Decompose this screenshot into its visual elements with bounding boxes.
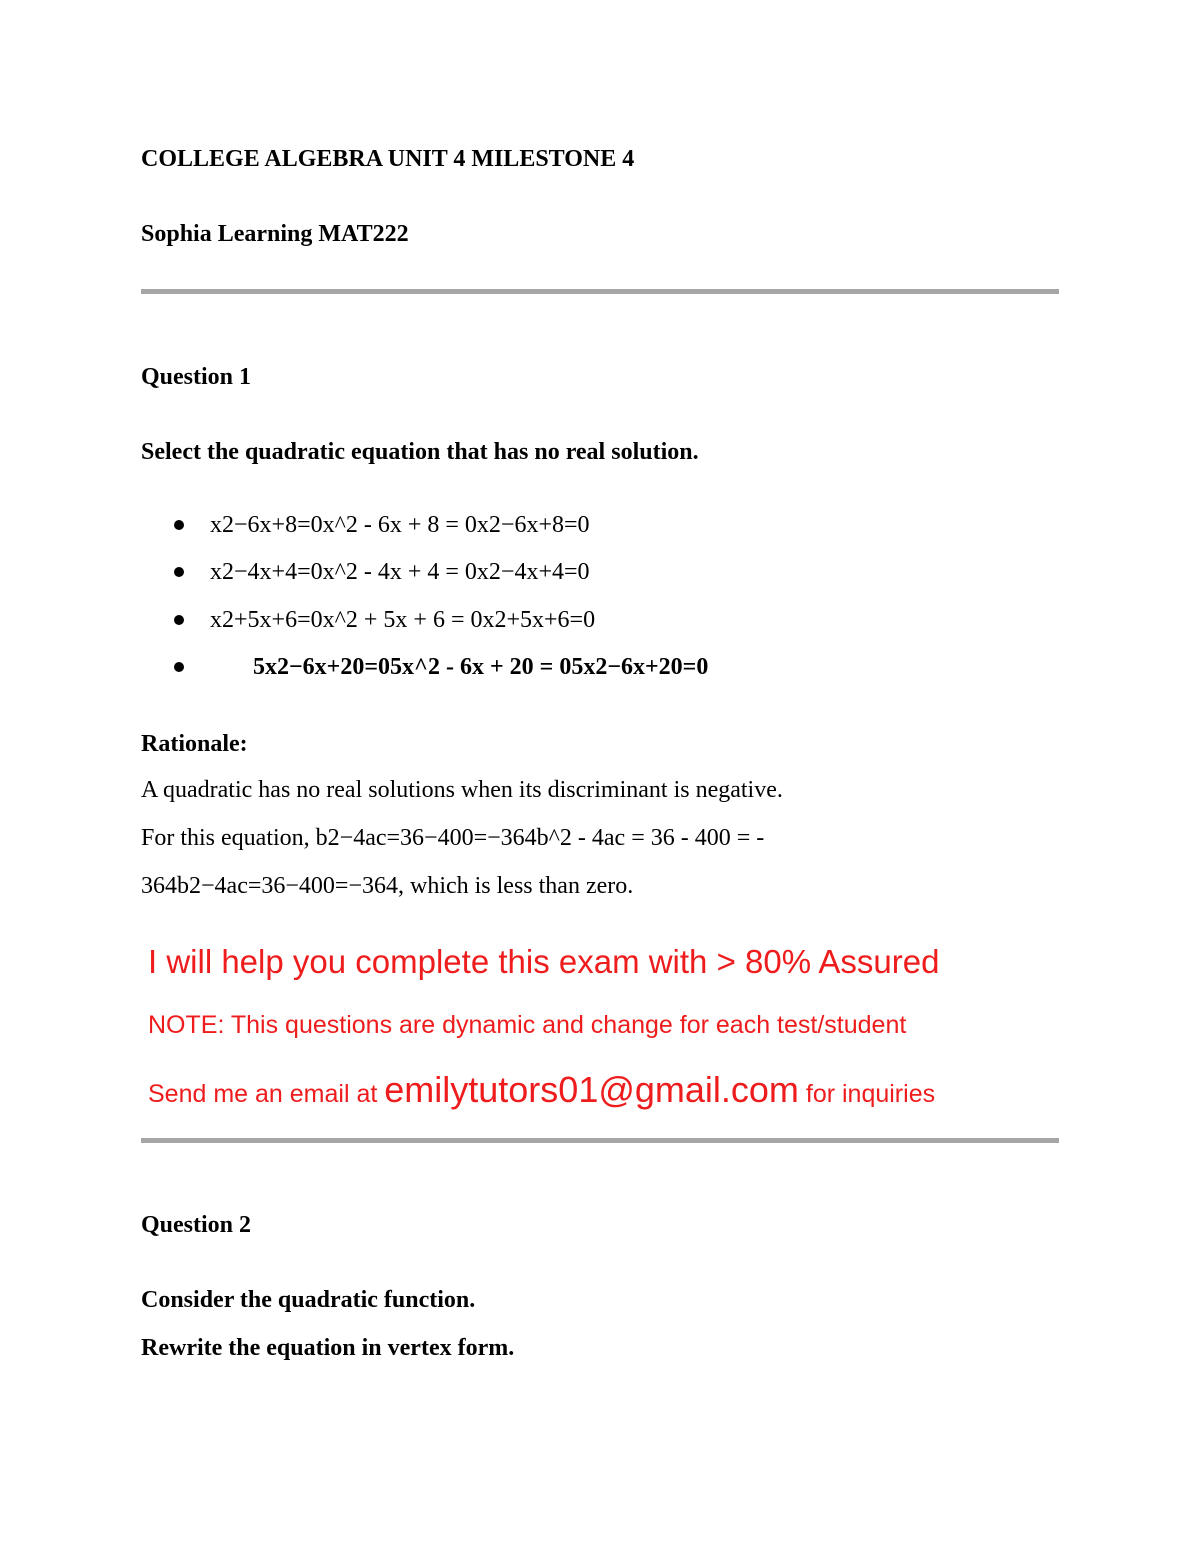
document-title: COLLEGE ALGEBRA UNIT 4 MILESTONE 4 bbox=[141, 146, 635, 172]
question-2-label: Question 2 bbox=[141, 1212, 252, 1238]
promo-headline: I will help you complete this exam with > 80% Assured bbox=[148, 943, 940, 980]
promo-contact-suffix: for inquiries bbox=[798, 1080, 936, 1108]
promo-note: NOTE: This questions are dynamic and change for each test/student bbox=[148, 1011, 907, 1039]
rationale-line-1: A quadratic has no real solutions when its discriminant is negative. bbox=[141, 777, 783, 803]
bullet-icon bbox=[174, 567, 184, 577]
horizontal-divider bbox=[141, 1138, 1059, 1143]
document-subtitle: Sophia Learning MAT222 bbox=[141, 221, 409, 247]
question-1-label: Question 1 bbox=[141, 364, 252, 390]
rationale-line-2: For this equation, b2−4ac=36−400=−364b^2 - 4ac = 36 - 400 = - bbox=[141, 825, 765, 851]
horizontal-divider bbox=[141, 289, 1059, 294]
promo-contact-prefix: Send me an email at bbox=[148, 1080, 385, 1108]
promo-email-link[interactable]: emilytutors01@gmail.com bbox=[384, 1069, 799, 1110]
option-4-correct: 5x2−6x+20=05x^2 - 6x + 20 = 05x2−6x+20=0 bbox=[253, 654, 709, 680]
question-2-line-2: Rewrite the equation in vertex form. bbox=[141, 1335, 515, 1361]
bullet-icon bbox=[174, 662, 184, 672]
bullet-icon bbox=[174, 615, 184, 625]
option-3: x2+5x+6=0x^2 + 5x + 6 = 0x2+5x+6=0 bbox=[210, 607, 596, 633]
question-2-line-1: Consider the quadratic function. bbox=[141, 1287, 476, 1313]
bullet-icon bbox=[174, 520, 184, 530]
rationale-label: Rationale: bbox=[141, 731, 248, 757]
option-2: x2−4x+4=0x^2 - 4x + 4 = 0x2−4x+4=0 bbox=[210, 559, 590, 585]
question-1-prompt: Select the quadratic equation that has no real solution. bbox=[141, 439, 699, 465]
rationale-line-3: 364b2−4ac=36−400=−364, which is less than zero. bbox=[141, 873, 634, 899]
option-1: x2−6x+8=0x^2 - 6x + 8 = 0x2−6x+8=0 bbox=[210, 512, 590, 538]
promo-contact bbox=[148, 1068, 935, 1120]
